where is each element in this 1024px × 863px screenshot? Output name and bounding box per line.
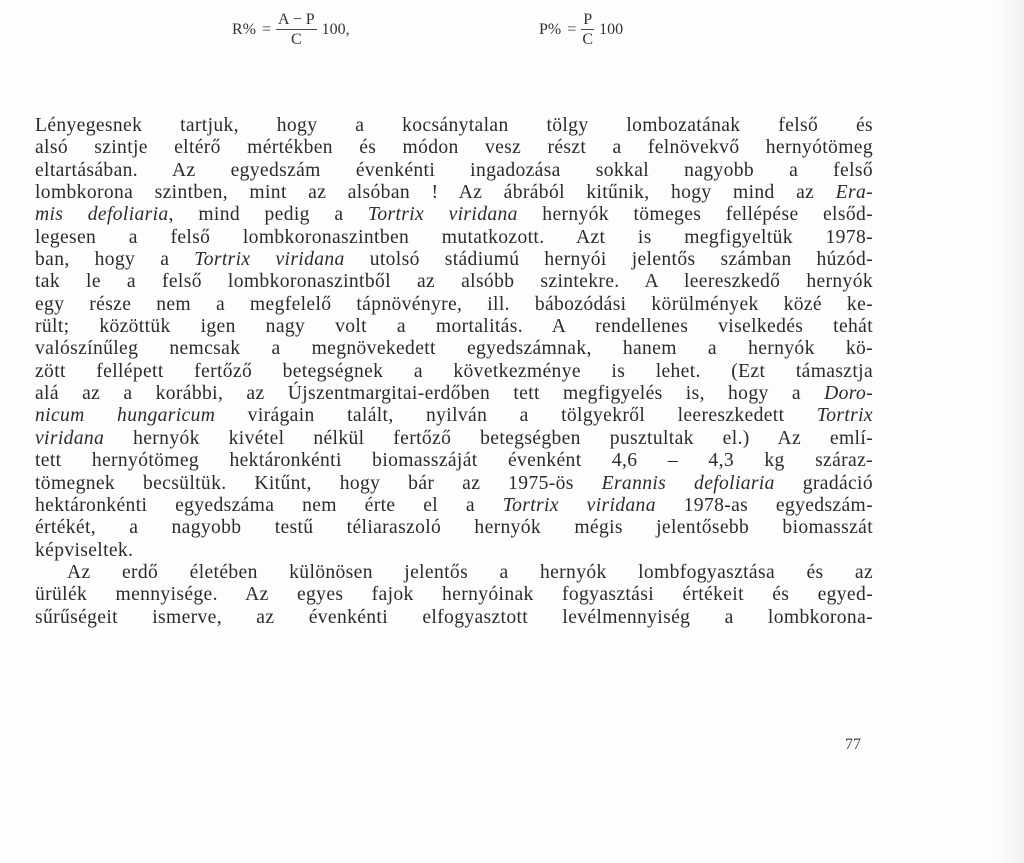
fraction-denominator: C [290, 31, 302, 48]
italic-species-name: Erannis defoliaria [601, 472, 775, 494]
italic-species-name: nicum hungaricum [35, 405, 216, 427]
text-segment: alá az a korábbi, az Újszentmargitai-erdőben tett megfigyelés is, hogy a [35, 383, 825, 405]
formula-equals: = [262, 21, 272, 38]
text-line [35, 562, 873, 584]
text-line [35, 160, 873, 182]
text-line [35, 383, 873, 405]
text-line [35, 361, 873, 383]
text-segment: rült; közöttük igen nagy volt a mortalitás. A rendellenes viselkedés tehát [35, 316, 873, 338]
text-segment: ban, hogy a [35, 249, 195, 271]
text-segment: , mind pedig a [168, 204, 368, 226]
text-segment: virágain talált, nyilván a tölgyekről leereszkedett [215, 405, 817, 427]
text-segment: képviseltek. [35, 539, 134, 561]
text-segment: tak le a felső lombkoronaszintből az alsóbb szintekre. A leereszkedő hernyók [35, 271, 873, 293]
italic-species-name: Era- [835, 182, 873, 204]
text-segment: lombkorona szintben, mint az alsóban ! Az ábrából kitűnik, hogy mind az [35, 182, 836, 204]
italic-species-name: Tortrix viridana [502, 494, 656, 516]
formula-rhs: 100 [599, 21, 624, 38]
text-line [35, 338, 873, 360]
page-number: 77 [845, 736, 861, 753]
text-segment: zött fellépett fertőző betegségnek a következménye is lehet. (Ezt támasztja [35, 360, 873, 382]
text-line [35, 316, 873, 338]
text-segment: tömegnek becsültük. Kitűnt, hogy bár az 1975-ös [35, 472, 602, 494]
text-line [35, 249, 873, 271]
text-segment: alsó szintje eltérő mértékben és módon vesz részt a felnövekvő hernyótömeg [35, 137, 873, 159]
text-line [35, 271, 873, 293]
text-segment: legesen a felső lombkoronaszintben mutatkozott. Azt is megfigyeltük 1978- [35, 226, 873, 248]
formula-p-percent [539, 12, 623, 48]
italic-species-name: mis defoliaria [35, 204, 169, 226]
text-line [35, 540, 873, 562]
text-segment: sűrűségeit ismerve, az évenkénti elfogyasztott levélmennyiség a lombkorona- [35, 606, 873, 628]
italic-species-name: Doro- [824, 383, 873, 405]
text-line [35, 584, 873, 606]
body-text [35, 115, 873, 629]
formula-lhs: R% [232, 21, 256, 38]
text-line [35, 517, 873, 539]
text-segment: 1978-as egyedszám- [655, 494, 873, 516]
text-segment: gradáció [774, 472, 873, 494]
text-segment: Lényegesnek tartjuk, hogy a kocsánytalan tölgy lombozatának felső és [35, 115, 873, 136]
text-segment: eltartásában. Az egyedszám évenkénti ingadozása sokkal nagyobb a felső [35, 159, 873, 181]
text-segment: Az erdő életében különösen jelentős a hernyók lombfogyasztása és az [67, 561, 873, 583]
text-segment: hektáronkénti egyedszáma nem érte el a [35, 494, 503, 516]
text-line [35, 294, 873, 316]
fraction-numerator: P [583, 11, 593, 28]
formula-rhs: 100, [321, 21, 350, 38]
formula-equals: = [567, 21, 577, 38]
text-line [35, 227, 873, 249]
text-line [35, 204, 873, 226]
formula-r-percent [232, 12, 350, 48]
fraction-denominator: C [582, 31, 594, 48]
text-line [35, 473, 873, 495]
text-segment: hernyók tömeges fellépése elsőd- [517, 204, 873, 226]
text-segment: tett hernyótömeg hektáronkénti biomasszáját évenként 4,6 – 4,3 kg száraz- [35, 450, 873, 472]
text-line [35, 182, 873, 204]
text-line [35, 405, 873, 427]
formula-fraction [276, 12, 317, 48]
italic-species-name: Tortrix viridana [194, 249, 345, 271]
text-line [35, 428, 873, 450]
formula-fraction [581, 12, 594, 48]
text-segment: ürülék mennyisége. Az egyes fajok hernyóinak fogyasztási értékeit és egyed- [35, 584, 873, 606]
italic-species-name: viridana [35, 427, 105, 449]
text-segment: egy része nem a megfelelő tápnövényre, ill. bábozódási körülmények közé ke- [35, 293, 873, 315]
text-line [35, 450, 873, 472]
text-line [35, 115, 873, 137]
fraction-numerator: A − P [278, 11, 315, 28]
page-edge-shadow [996, 0, 1024, 863]
text-line [35, 137, 873, 159]
text-segment: hernyók kivétel nélkül fertőző betegségben pusztultak el.) Az emlí- [104, 427, 873, 449]
text-line [35, 495, 873, 517]
text-line [35, 607, 873, 629]
text-segment: értékét, a nagyobb testű téliaraszoló hernyók mégis jelentősebb biomasszát [35, 517, 873, 539]
italic-species-name: Tortrix [816, 405, 873, 427]
text-segment: valószínűleg nemcsak a megnövekedett egyedszámnak, hanem a hernyók kö- [35, 338, 873, 360]
formula-lhs: P% [539, 21, 562, 38]
text-segment: utolsó stádiumú hernyói jelentős számban húzód- [344, 249, 873, 271]
italic-species-name: Tortrix viridana [367, 204, 518, 226]
